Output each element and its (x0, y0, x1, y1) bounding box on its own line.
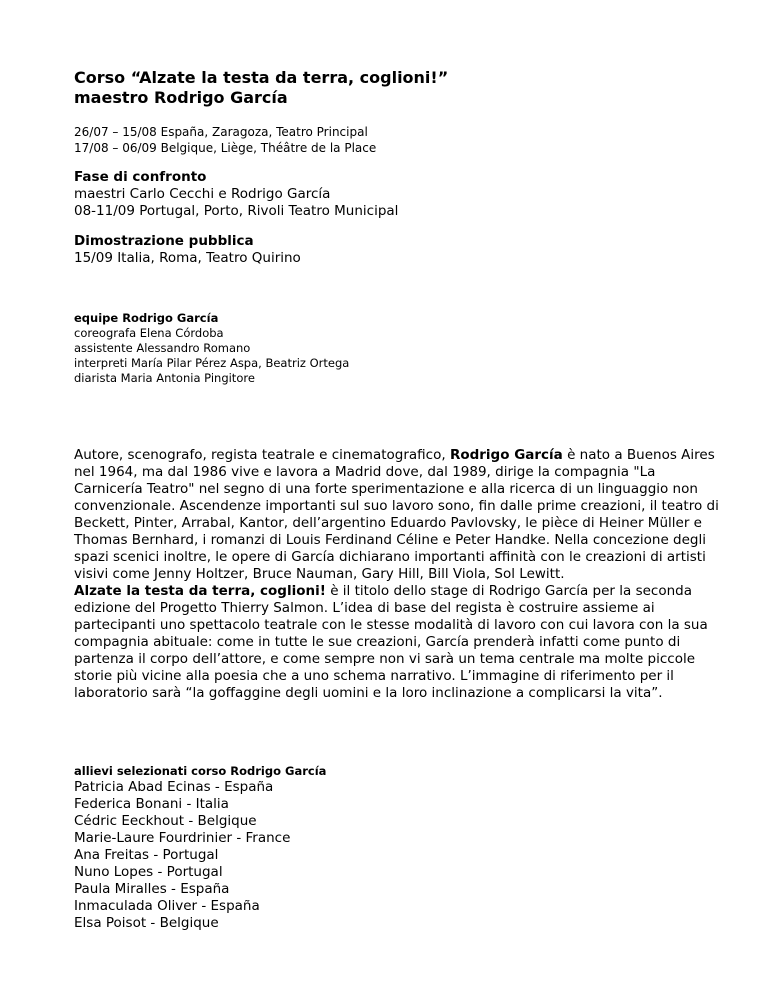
stage-paragraph (74, 583, 724, 702)
dimostrazione-section (74, 232, 724, 267)
bio-name: Rodrigo García (449, 447, 563, 463)
student-item: Cédric Eeckhout - Belgique (74, 813, 257, 829)
equipe-heading: equipe Rodrigo García (74, 311, 219, 325)
bio-paragraph (74, 447, 724, 583)
student-item: Marie-Laure Fourdrinier - France (74, 830, 291, 846)
fase-line: maestri Carlo Cecchi e Rodrigo García (74, 186, 331, 202)
student-item: Inmaculada Oliver - España (74, 898, 260, 914)
bio-text: è nato a Buenos Aires nel 1964, ma dal 1986 vive e lavora a Madrid dove, dal 1989, dirige la compagnia "La Carnicería Teatro" nel segno di una forte sperimentazione e alla ricerca di un linguaggio non convenzionale. Ascendenze importanti sul suo lavoro sono, fin dalle prime creazioni, il teatro di Beckett, Pinter, Arrabal, Kantor, dell’argentino Eduardo Pavlovsky, le pièce di Heiner Müller e Thomas Bernhard, i romanzi di Louis Ferdinand Céline e Peter Handke. Nella concezione degli spazi scenici inoltre, le opere di García dichiarano importanti affinità con le creazioni di artisti visivi come Jenny Holtzer, Bruce Nauman, Gary Hill, Bill Viola, Sol Lewitt. (74, 447, 719, 582)
schedule-line: 17/08 – 06/09 Belgique, Liège, Théâtre de la Place (74, 141, 377, 155)
student-item: Patricia Abad Ecinas - España (74, 779, 274, 795)
equipe-line: coreografa Elena Córdoba (74, 326, 224, 340)
equipe-line: interpreti María Pilar Pérez Aspa, Beatriz Ortega (74, 356, 350, 370)
equipe-line: diarista Maria Antonia Pingitore (74, 371, 255, 385)
fase-confronto-section (74, 168, 724, 220)
student-item: Nuno Lopes - Portugal (74, 864, 223, 880)
stage-text: è il titolo dello stage di Rodrigo García per la seconda edizione del Progetto Thierry Salmon. L’idea di base del regista è costruire assieme ai partecipanti uno spettacolo teatrale con le stesse modalità di lavoro con cui lavora con la sua compagnia abituale: come in tutte le sue creazioni, García prenderà infatti come punto di partenza il corpo dell’attore, e come sempre non vi sarà un tema centrale ma molte piccole storie più vicine alla poesia che a uno schema narrativo. L’immagine di riferimento per il laboratorio sarà “la goffaggine degli uomini e la loro inclinazione a complicarsi la vita”. (74, 583, 708, 701)
student-item: Federica Bonani - Italia (74, 796, 229, 812)
course-master-line: maestro Rodrigo García (74, 88, 288, 107)
schedule-line: 26/07 – 15/08 España, Zaragoza, Teatro Principal (74, 125, 368, 139)
schedule (74, 124, 724, 156)
fase-heading: Fase di confronto (74, 169, 207, 185)
student-item: Paula Miralles - España (74, 881, 230, 897)
students-section (74, 764, 724, 932)
course-title-line: Corso “Alzate la testa da terra, coglioni!” (74, 68, 449, 87)
fase-line: 08-11/09 Portugal, Porto, Rivoli Teatro Municipal (74, 203, 399, 219)
dimostrazione-heading: Dimostrazione pubblica (74, 233, 254, 249)
student-item: Ana Freitas - Portugal (74, 847, 219, 863)
equipe-section (74, 311, 724, 386)
student-item: Elsa Poisot - Belgique (74, 915, 219, 931)
course-title (74, 68, 724, 108)
bio-text: Autore, scenografo, regista teatrale e cinematografico, (74, 447, 450, 463)
dimostrazione-line: 15/09 Italia, Roma, Teatro Quirino (74, 250, 301, 266)
document-page (74, 68, 724, 932)
equipe-line: assistente Alessandro Romano (74, 341, 251, 355)
students-heading: allievi selezionati corso Rodrigo García (74, 764, 327, 778)
stage-title: Alzate la testa da terra, coglioni! (74, 583, 326, 599)
biography-section (74, 447, 724, 702)
